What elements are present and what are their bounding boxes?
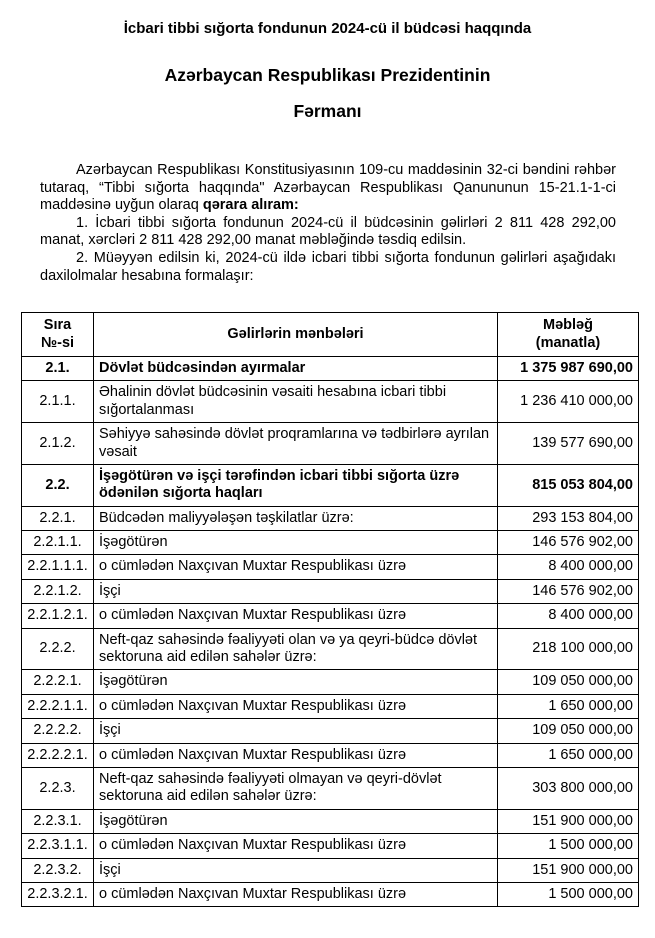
decree-title-line1: Azərbaycan Respublikası Prezidentinin [164,65,491,85]
table-header-row [22,313,639,357]
table-row [22,531,639,555]
table-row [22,767,639,809]
row-source-label: Neft-qaz sahəsində fəaliyyəti olan və ya qeyri-büdcə dövlət sektoruna aid edilən sahələr üzrə: [94,628,498,670]
row-source-label: Əhalinin dövlət büdcəsinin vəsaiti hesabına icbari tibbi sığortalanması [94,381,498,423]
row-number: 2.2.3.1.1. [22,834,94,858]
row-number: 2.2.1.2.1. [22,604,94,628]
row-number: 2.2.1. [22,506,94,530]
revenue-table-container [21,312,638,907]
row-number: 2.2.1.2. [22,579,94,603]
row-amount: 8 400 000,00 [498,604,639,628]
row-number: 2.2.3.2. [22,858,94,882]
paragraph-item-2: 2. Müəyyən edilsin ki, 2024-cü ildə icbari tibbi sığorta fondunun gəlirləri aşağıdakı daxilolmalar hesabına formalaşır: [40,249,616,284]
table-row [22,464,639,506]
header-cell-no [22,313,94,357]
revenue-table [21,312,639,907]
row-source-label: o cümlədən Naxçıvan Muxtar Respublikası üzrə [94,743,498,767]
row-source-label: İşçi [94,719,498,743]
table-row [22,743,639,767]
table-row [22,882,639,906]
row-number: 2.2.2.1.1. [22,694,94,718]
header-no-line2: №-si [40,334,75,351]
row-amount: 1 236 410 000,00 [498,381,639,423]
table-row [22,381,639,423]
row-number: 2.2.2.2. [22,719,94,743]
table-row [22,356,639,380]
row-amount: 151 900 000,00 [498,809,639,833]
row-amount: 303 800 000,00 [498,767,639,809]
row-source-label: İşçi [94,579,498,603]
paragraph-preamble [40,162,616,215]
row-number: 2.1. [22,356,94,380]
paragraph-item-1: 1. İcbari tibbi sığorta fondunun 2024-cü il büdcəsinin gəlirləri 2 811 428 292,00 manat, xərcləri 2 811 428 292,00 manat məbləğində təsdiq edilsin. [40,214,616,249]
row-source-label: İşəgötürən [94,670,498,694]
row-source-label: İşəgötürən [94,531,498,555]
row-source-label: o cümlədən Naxçıvan Muxtar Respublikası üzrə [94,694,498,718]
row-amount: 109 050 000,00 [498,670,639,694]
table-row [22,423,639,465]
paragraph-preamble-text: Azərbaycan Respublikası Konstitusiyasının 109-cu maddəsinin 32-ci bəndini rəhbər tutaraq, “Tibbi sığorta haqqında" Azərbaycan Respublikası Qanununun 15-21.1-1-ci maddəsinə uyğun olaraq [40,162,616,214]
table-row [22,809,639,833]
row-number: 2.1.1. [22,381,94,423]
row-number: 2.2. [22,464,94,506]
row-source-label: İşçi [94,858,498,882]
row-source-label: o cümlədən Naxçıvan Muxtar Respublikası üzrə [94,882,498,906]
header-cell-amount [498,313,639,357]
row-amount: 1 375 987 690,00 [498,356,639,380]
row-source-label: o cümlədən Naxçıvan Muxtar Respublikası üzrə [94,834,498,858]
row-number: 2.2.2.1. [22,670,94,694]
row-amount: 815 053 804,00 [498,464,639,506]
header-amount-line1: Məbləğ [543,317,593,334]
row-amount: 1 500 000,00 [498,882,639,906]
row-amount: 218 100 000,00 [498,628,639,670]
decree-body-text [40,162,616,285]
table-row [22,628,639,670]
row-source-label: o cümlədən Naxçıvan Muxtar Respublikası üzrə [94,604,498,628]
row-amount: 8 400 000,00 [498,555,639,579]
table-row [22,694,639,718]
decree-document-page [0,20,655,907]
row-number: 2.1.2. [22,423,94,465]
row-source-label: Dövlət büdcəsindən ayırmalar [94,356,498,380]
paragraph-preamble-decision-phrase: qərara alıram: [202,197,299,214]
header-cell-source [94,313,498,357]
row-amount: 1 500 000,00 [498,834,639,858]
row-source-label: o cümlədən Naxçıvan Muxtar Respublikası üzrə [94,555,498,579]
row-number: 2.2.3.1. [22,809,94,833]
header-source-label: Gəlirlərin mənbələri [227,325,364,342]
decree-title-line2: Fərmanı [293,101,362,121]
row-amount: 146 576 902,00 [498,579,639,603]
header-no-line1: Sıra [43,317,72,334]
row-amount: 139 577 690,00 [498,423,639,465]
row-amount: 109 050 000,00 [498,719,639,743]
table-row [22,670,639,694]
row-source-label: İşəgötürən və işçi tərəfindən icbari tibbi sığorta üzrə ödənilən sığorta haqları [94,464,498,506]
row-source-label: İşəgötürən [94,809,498,833]
table-row [22,506,639,530]
row-amount: 146 576 902,00 [498,531,639,555]
table-row [22,579,639,603]
table-row [22,604,639,628]
row-amount: 293 153 804,00 [498,506,639,530]
table-row [22,834,639,858]
row-amount: 1 650 000,00 [498,694,639,718]
row-source-label: Neft-qaz sahəsində fəaliyyəti olmayan və qeyri-dövlət sektoruna aid edilən sahələr üzrə: [94,767,498,809]
row-amount: 1 650 000,00 [498,743,639,767]
decree-subject-line: İcbari tibbi sığorta fondunun 2024-cü il büdcəsi haqqında [123,20,532,37]
row-number: 2.2.2.2.1. [22,743,94,767]
row-number: 2.2.2. [22,628,94,670]
header-amount-line2: (manatla) [535,334,601,351]
table-row [22,555,639,579]
row-number: 2.2.3.2.1. [22,882,94,906]
row-number: 2.2.3. [22,767,94,809]
row-source-label: Səhiyyə sahəsində dövlət proqramlarına və tədbirlərə ayrılan vəsait [94,423,498,465]
row-amount: 151 900 000,00 [498,858,639,882]
table-row [22,858,639,882]
row-number: 2.2.1.1. [22,531,94,555]
row-source-label: Büdcədən maliyyələşən təşkilatlar üzrə: [94,506,498,530]
table-row [22,719,639,743]
row-number: 2.2.1.1.1. [22,555,94,579]
